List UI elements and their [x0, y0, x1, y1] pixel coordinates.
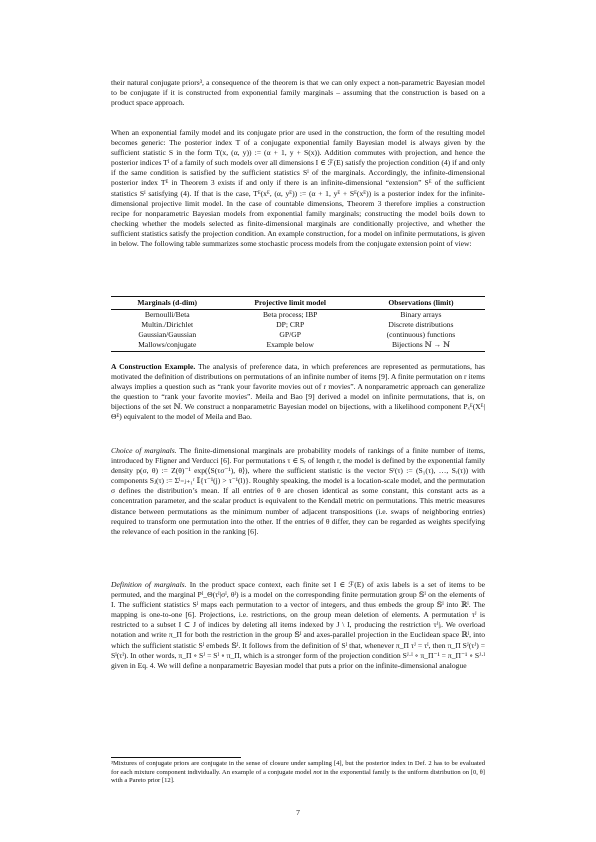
paragraph-choice-of-marginals — [111, 446, 485, 537]
footnote-text-end: in the exponential family is the uniform distribution on [0, θ] with a Pareto prior [12]. — [111, 768, 485, 785]
footnote-rule — [111, 757, 241, 758]
paragraph-main: When an exponential family model and its conjugate prior are used in the construction, the form of the resulting model becomes generic: The posterior index T of a conjugate exponential family Bayesian model is always given by the sufficient statistic S in the form T(x, (α, y)) := (α + 1, y + S(x)). Addition commutes with projection, and hence the posterior indices Tᴵ of a family of such models over all dimensions I ∈ ℱ(E) satisfy the projection condition (4) if and only if the same condition is satisfied by the sufficient statistics Sᴵ of the marginals. Accordingly, the infinite-dimensional posterior index Tᴱ in Theorem 3 exists if and only if there is an infinite-dimensional “extension” Sᴱ of the sufficient statistics Sᴵ satisfying (4). If that is the case, Tᴱ(xᴱ, (α, yᴱ)) := (α + 1, yᴱ + Sᴱ(xᴱ)) is a posterior index for the infinite-dimensional projective limit model. In the case of countable dimensions, Theorem 3 therefore implies a construction recipe for nonparametric Bayesian models from exponential family marginals; constructing the model boils down to checking whether the models selected as finite-dimensional marginals are conditionally projective, and whether the sufficient statistics satisfy the projection condition. An example construction, for a model on infinite permutations, is given in below. The following table summarizes some stochastic process models from the conjugate extension point of view: — [111, 128, 486, 249]
table-row — [111, 340, 485, 352]
choice-of-marginals-body: The finite-dimensional marginals are probability models of rankings of a finite number of items, introduced by Fligner and Verducci [6]. For permutations τ ∈ Sᵣ of length r, the model is defined by the exponential family density p(σ, θ) := Z(θ)⁻¹ exp(⟨S(τσ⁻¹), θ⟩), where the sufficient statistic is the vector Sʳ(τ) := (S₁(τ), …, Sᵣ(τ)) with components Sⱼ(τ) := Σˡ₌ⱼ₊₁ʳ 𝕀{τ⁻¹(j) > τ⁻¹(l)}. Roughly speaking, the model is a location-scale model, and the permutation σ defines the distribution’s mean. If all entries of θ are chosen identical as some constant, this constant acts as a concentration parameter, and the scalar product is equivalent to the Kendall metric on permutations. This metric measures distance between permutations as the minimum number of adjacent transpositions (i.e. swaps of neighboring entries) required to transform one permutation into the other. If the entries of θ differ, they can be regarded as weights specifying the relevance of each position in the ranking [6]. — [111, 446, 485, 536]
table-cell: Gaussian/Gaussian — [138, 330, 197, 339]
paragraph-intro: their natural conjugate priors³, a consequence of the theorem is that we can only expect a non-parametric Bayesian model to be conjugate if it is constructed from exponential family marginals – assuming that the construction is based on a product space approach. — [111, 78, 485, 108]
table-cell: Bijections ℕ → ℕ — [357, 340, 485, 352]
table-cell: Mallows/conjugate — [111, 340, 223, 352]
definition-of-marginals-body: In the product space context, each finite set I ∈ ℱ(E) of axis labels is a set of items to be permuted, and the marginal Pᴵ_Θ(τᴵ|σᴵ, θᴵ) is a model on the corresponding finite permutation group 𝕊ᴵ on the elements of I. The sufficient statistics Sᴵ maps each permutation to a vector of integers, and thus embeds the group 𝕊ᴵ into ℝᴵ. The mapping is one-to-one [6]. Projections, i.e. restrictions, on the group mean deletion of elements. A permutation τᴶ is restricted to a subset I ⊂ J of indices by deleting all items indexed by J \ I, producing the restriction τᴶ|ᵢ. We overload notation and write π_Π for both the restriction in the group 𝕊ᴵ and axes-parallel projection in the Euclidean space ℝᴵ, into which the sufficient statistic Sᴵ embeds 𝕊ᴵ. It follows from the definition of Sᴵ that, whenever π_Π τᴶ = τᴵ, then π_Π Sᴶ(τᴶ) = Sᴵ(τᴵ). In other words, π_Π ∘ Sᴶ = Sᴵ ∘ π_Π, which is a stronger form of the projection condition Sᴶ·ᴵ ∘ π_Π⁻¹ = π_Π⁻¹ ∘ Sᴶ·ᴵ given in Eq. 4. We will define a nonparametric Bayesian model that puts a prior on the infinite-dimensional analogue — [111, 580, 485, 670]
table-cell: GP/GP — [279, 330, 301, 339]
footnote — [111, 760, 485, 786]
definition-of-marginals-heading: Definition of marginals. — [111, 580, 187, 589]
table-row — [111, 330, 485, 340]
table-cell: Beta process; IBP — [262, 310, 318, 319]
table-cell: DP; CRP — [276, 320, 305, 329]
table-cell: Binary arrays — [400, 310, 442, 319]
table-row — [111, 320, 485, 330]
table-header-row — [111, 297, 485, 310]
table-row — [111, 310, 485, 321]
footnote-emphasis: not — [313, 768, 322, 776]
paragraph-construction-example — [111, 362, 485, 423]
table-cell: Multin./Dirichlet — [141, 320, 194, 329]
models-table — [111, 296, 485, 352]
table-header-cell: Marginals (d-dim) — [111, 297, 223, 310]
table-cell: Discrete distributions — [388, 320, 454, 329]
table-header-cell: Projective limit model — [223, 297, 356, 310]
footnote-text: ³Mixtures of conjugate priors are conjugate in the sense of closure under sampling [4], but the posterior index in Def. 2 has to be evaluated for each mixture component individually. An example of a conjugate model — [111, 760, 485, 776]
table-cell: (continuous) functions — [386, 330, 456, 339]
table-cell: Bernoulli/Beta — [144, 310, 190, 319]
choice-of-marginals-heading: Choice of marginals. — [111, 446, 177, 455]
page-number: 7 — [296, 808, 300, 817]
table-cell: Example below — [223, 340, 356, 352]
table-header-cell: Observations (limit) — [357, 297, 485, 310]
construction-example-body: The analysis of preference data, in which preferences are represented as permutations, has motivated the definition of distributions on permutations of an infinite number of items [9]. A finite permutation on r items always implies a question such as “rank your favorite movies out of r movies”. A nonparametric approach can generalize the question to “rank your favorite movies”. Meila and Bao [9] derived a model on infinite permutations, that is, on bijections of the set ℕ. We construct a nonparametric Bayesian model on bijections, with a likelihood component Pₓᴱ(Xᴱ|Θᴱ) equivalent to the model of Meila and Bao. — [111, 362, 485, 422]
construction-example-heading: A Construction Example. — [111, 362, 196, 371]
paragraph-definition-of-marginals — [111, 580, 485, 671]
